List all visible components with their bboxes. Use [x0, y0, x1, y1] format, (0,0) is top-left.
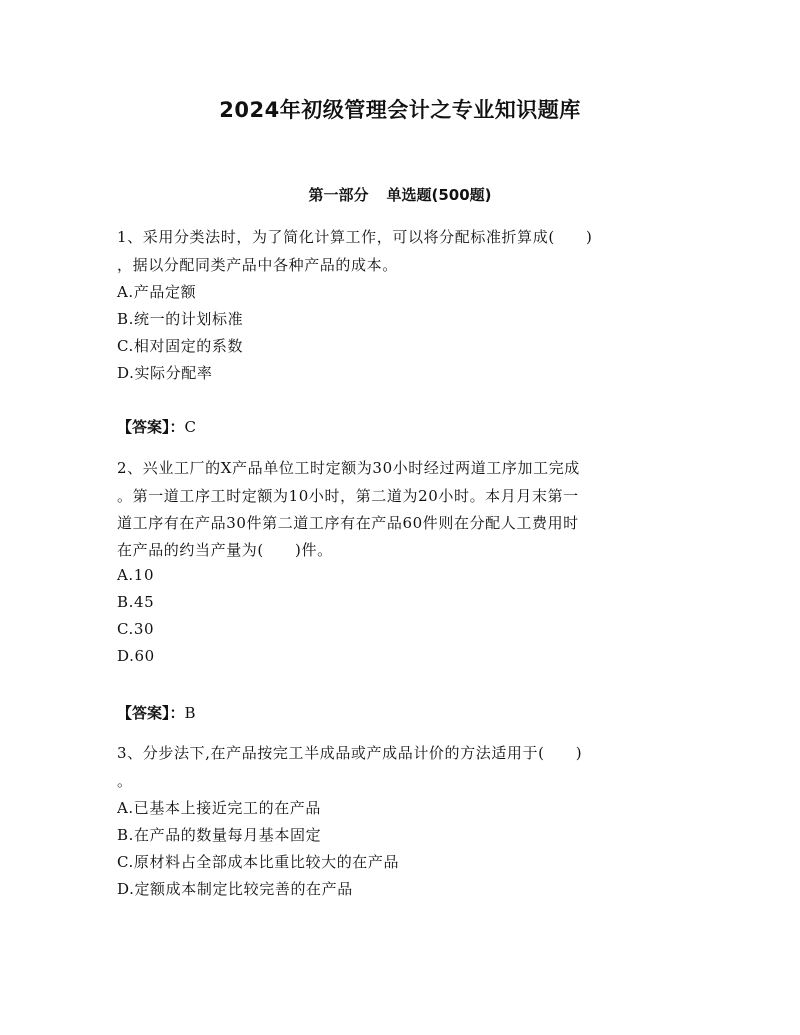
question-1-option-d: D.实际分配率	[117, 364, 213, 382]
document-title: 2024年初级管理会计之专业知识题库	[219, 98, 581, 122]
answer-value: C	[184, 418, 196, 436]
question-3-line-2: 。	[117, 772, 133, 790]
question-1-option-c: C.相对固定的系数	[117, 337, 244, 355]
question-2-line-1: 2、兴业工厂的X产品单位工时定额为30小时经过两道工序加工完成	[117, 459, 580, 477]
question-2-line-2: 。第一道工序工时定额为10小时，第二道为20小时。本月月末第一	[117, 487, 579, 505]
answer-label: 【答案】：	[117, 418, 185, 436]
question-2-line-3: 道工序有在产品30件第二道工序有在产品60件则在分配人工费用时	[117, 514, 579, 532]
answer-label: 【答案】：	[117, 704, 185, 722]
question-2-option-b: B.45	[117, 593, 155, 611]
section-name: 单选题(500题)	[386, 186, 492, 204]
question-3-option-d: D.定额成本制定比较完善的在产品	[117, 880, 353, 898]
question-3-option-a: A.已基本上接近完工的在产品	[117, 799, 322, 817]
question-2-option-a: A.10	[117, 566, 155, 584]
question-3-option-b: B.在产品的数量每月基本固定	[117, 826, 322, 844]
question-1-line-2: ，据以分配同类产品中各种产品的成本。	[117, 256, 398, 274]
question-1-answer	[117, 416, 196, 437]
question-2-option-d: D.60	[117, 647, 155, 665]
question-1-option-b: B.统一的计划标准	[117, 310, 244, 328]
section-part: 第一部分	[308, 186, 369, 204]
question-3-line-1: 3、分步法下,在产品按完工半成品或产成品计价的方法适用于( )	[117, 744, 583, 762]
question-2-line-4: 在产品的约当产量为( )件。	[117, 541, 333, 559]
question-3-option-c: C.原材料占全部成本比重比较大的在产品	[117, 853, 400, 871]
section-heading	[0, 184, 800, 205]
answer-value: B	[184, 704, 196, 722]
question-1-option-a: A.产品定额	[117, 283, 197, 301]
question-2-option-c: C.30	[117, 620, 155, 638]
question-2-answer	[117, 702, 196, 723]
question-1-line-1: 1、采用分类法时，为了简化计算工作，可以将分配标准折算成( )	[117, 228, 593, 246]
